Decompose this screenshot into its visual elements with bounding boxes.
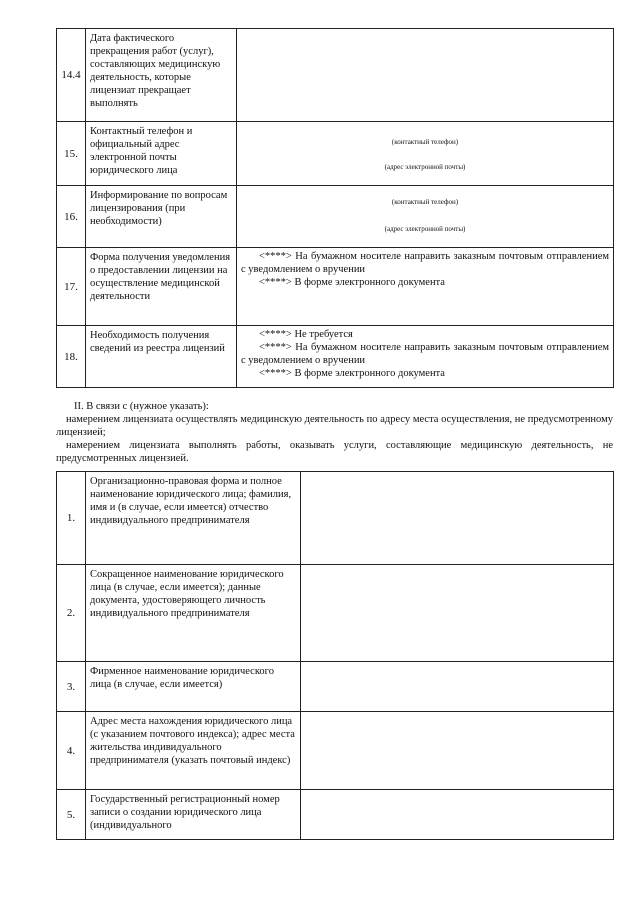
- email-hint: (адрес электронной почты): [384, 163, 466, 171]
- options-field: [237, 326, 614, 388]
- row-label: Дата фактического прекращения работ (услуг), составляющих медицинскую деятельность, которые лицензиат прекращает выполнять: [86, 29, 237, 122]
- row-value-field[interactable]: [301, 662, 614, 712]
- options-field: [237, 248, 614, 326]
- row-number: 5.: [57, 790, 86, 840]
- option-not-required[interactable]: <****> Не требуется: [259, 329, 353, 340]
- option-electronic[interactable]: <****> В форме электронного документа: [259, 277, 445, 288]
- row-label: Информирование по вопросам лицензирования (при необходимости): [86, 186, 237, 248]
- row-label: Адрес места нахождения юридического лица (с указанием почтового индекса); адрес места жительства индивидуального предпринимателя (указать почтовый индекс): [86, 712, 301, 790]
- row-number: 18.: [57, 326, 86, 388]
- row-label: Фирменное наименование юридического лица (в случае, если имеется): [86, 662, 301, 712]
- row-number: 1.: [57, 472, 86, 565]
- row-number: 3.: [57, 662, 86, 712]
- row-value-field[interactable]: [301, 472, 614, 565]
- table-row: [57, 122, 614, 186]
- table-row: [57, 29, 614, 122]
- row-label: Организационно-правовая форма и полное наименование юридического лица; фамилия, имя и (в случае, если имеется) отчество индивидуального предпринимателя: [86, 472, 301, 565]
- row-value-field[interactable]: [301, 790, 614, 840]
- contact-field[interactable]: [237, 122, 614, 186]
- row-label: Форма получения уведомления о предоставлении лицензии на осуществление медицинской деятельности: [86, 248, 237, 326]
- application-table-part2: [56, 471, 614, 840]
- row-number: 16.: [57, 186, 86, 248]
- option-paper-mail[interactable]: <****> На бумажном носителе направить заказным почтовым отправлением с уведомлением о вручении: [241, 342, 609, 366]
- row-label: Необходимость получения сведений из реестра лицензий: [86, 326, 237, 388]
- table-row: [57, 248, 614, 326]
- phone-hint: (контактный телефон): [391, 198, 459, 206]
- table-row: [57, 326, 614, 388]
- phone-hint: (контактный телефон): [391, 138, 459, 146]
- row-number: 17.: [57, 248, 86, 326]
- table-row: [57, 186, 614, 248]
- table-row: [57, 790, 614, 840]
- option-electronic[interactable]: <****> В форме электронного документа: [259, 368, 445, 379]
- row-value-field[interactable]: [301, 565, 614, 662]
- row-number: 15.: [57, 122, 86, 186]
- section-2-option-works[interactable]: намерением лицензиата выполнять работы, оказывать услуги, составляющие медицинскую деятельность, не предусмотренных лицензией.: [56, 440, 613, 464]
- row-value-field[interactable]: [237, 29, 614, 122]
- section-2-heading: II. В связи с (нужное указать):: [74, 401, 209, 412]
- table-row: [57, 565, 614, 662]
- row-number: 14.4: [57, 29, 86, 122]
- section-2-option-address[interactable]: намерением лицензиата осуществлять медицинскую деятельность по адресу места осуществления, не предусмотренному лицензией;: [56, 414, 613, 438]
- email-hint: (адрес электронной почты): [384, 225, 466, 233]
- contact-field[interactable]: [237, 186, 614, 248]
- row-number: 2.: [57, 565, 86, 662]
- table-row: [57, 472, 614, 565]
- option-paper-mail[interactable]: <****> На бумажном носителе направить заказным почтовым отправлением с уведомлением о вручении: [241, 251, 609, 275]
- table-row: [57, 662, 614, 712]
- row-label: Контактный телефон и официальный адрес электронной почты юридического лица: [86, 122, 237, 186]
- row-label: Государственный регистрационный номер записи о создании юридического лица (индивидуального: [86, 790, 301, 840]
- section-2-text: [56, 400, 613, 465]
- row-value-field[interactable]: [301, 712, 614, 790]
- row-number: 4.: [57, 712, 86, 790]
- table-row: [57, 712, 614, 790]
- application-table-part1: [56, 28, 614, 388]
- row-label: Сокращенное наименование юридического лица (в случае, если имеется); данные документа, удостоверяющего личность индивидуального предпринимателя: [86, 565, 301, 662]
